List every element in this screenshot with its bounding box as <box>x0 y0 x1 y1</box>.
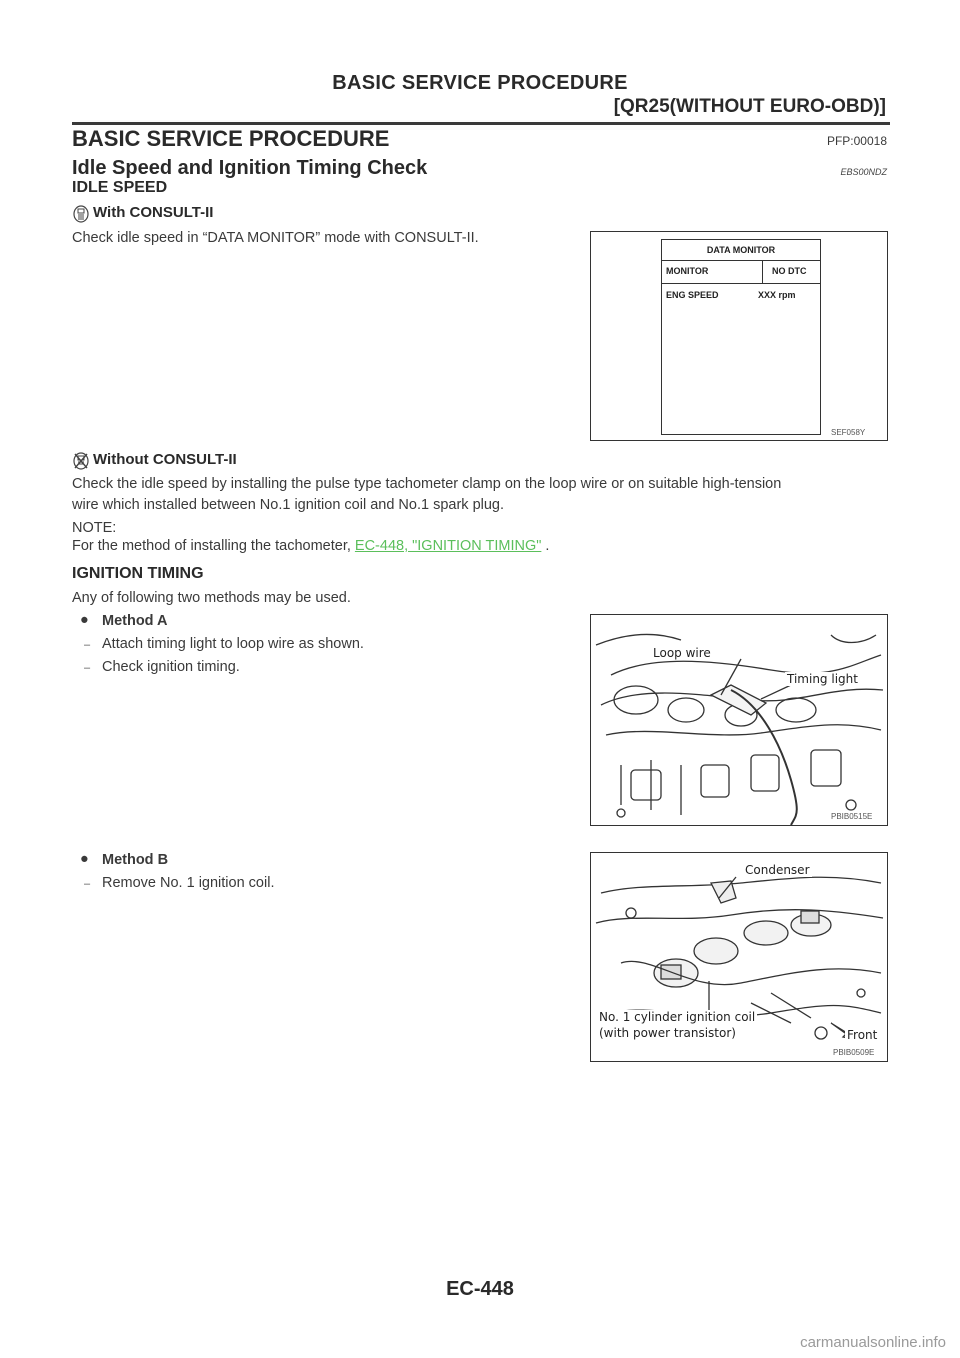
without-consult-text-2: wire which installed between No.1 ignition coil and No.1 spark plug. <box>72 497 505 513</box>
engine-illustration <box>591 615 887 825</box>
method-a-label: Method A <box>102 613 168 629</box>
figure2-code: PBIB0515E <box>831 812 873 821</box>
bullet-icon: ● <box>80 612 89 628</box>
note-text: For the method of installing the tachometer, <box>72 538 355 554</box>
method-b-label: Method B <box>102 852 169 868</box>
dash-icon: – <box>84 639 91 651</box>
section-title: BASIC SERVICE PROCEDURE <box>72 126 390 151</box>
header-rule <box>72 122 890 125</box>
dash-icon: – <box>84 878 91 890</box>
ignition-timing-intro: Any of following two methods may be used. <box>72 590 351 606</box>
timing-light-figure <box>590 614 888 826</box>
note-end: . <box>541 538 550 554</box>
timing-light-label: Timing light <box>787 672 858 686</box>
watermark: carmanualsonline.info <box>800 1334 946 1351</box>
condenser-label: Condenser <box>745 863 810 877</box>
data-monitor-figure <box>590 231 888 441</box>
consult-screen <box>661 239 821 435</box>
ignition-coil-figure <box>590 852 888 1062</box>
method-b-step-1: Remove No. 1 ignition coil. <box>102 875 275 891</box>
coil-label-line2: (with power transistor) <box>599 1026 736 1040</box>
no-consult-icon <box>73 452 89 470</box>
note-line <box>72 536 549 557</box>
running-header-subtitle: [QR25(WITHOUT EURO-OBD)] <box>613 96 886 117</box>
screen-title: DATA MONITOR <box>662 240 820 261</box>
subsection-title: Idle Speed and Ignition Timing Check <box>72 157 428 179</box>
loop-wire-label: Loop wire <box>653 646 711 660</box>
ignition-timing-link[interactable]: EC-448, "IGNITION TIMING" <box>354 538 542 554</box>
bullet-icon: ● <box>80 851 89 867</box>
monitor-column: MONITOR <box>666 266 709 276</box>
without-consult-heading: Without CONSULT-II <box>93 451 237 468</box>
figure1-code: SEF058Y <box>831 428 866 437</box>
consult-icon <box>73 205 89 223</box>
with-consult-heading: With CONSULT-II <box>93 204 214 221</box>
with-consult-text: Check idle speed in “DATA MONITOR” mode with CONSULT-II. <box>72 230 479 246</box>
method-a-step-2: Check ignition timing. <box>102 659 240 675</box>
front-label: Front <box>847 1028 878 1042</box>
page-number: EC-448 <box>446 1278 514 1300</box>
dash-icon: – <box>84 662 91 674</box>
coil-label-line1: No. 1 cylinder ignition coil <box>599 1010 756 1024</box>
section-code: PFP:00018 <box>826 134 887 148</box>
note-label: NOTE: <box>72 520 117 536</box>
idle-speed-heading: IDLE SPEED <box>72 179 168 196</box>
subsection-code: EBS00NDZ <box>840 167 887 177</box>
eng-speed-value: XXX rpm <box>758 290 796 300</box>
running-header-title: BASIC SERVICE PROCEDURE <box>332 72 628 94</box>
no-dtc-column: NO DTC <box>772 266 807 276</box>
method-a-step-1: Attach timing light to loop wire as shown. <box>102 636 364 652</box>
figure3-code: PBIB0509E <box>833 1048 875 1057</box>
ignition-timing-heading: IGNITION TIMING <box>72 565 204 582</box>
without-consult-text-1: Check the idle speed by installing the pulse type tachometer clamp on the loop wire or on suitable high-tension <box>72 476 782 492</box>
eng-speed-label: ENG SPEED <box>666 290 719 300</box>
